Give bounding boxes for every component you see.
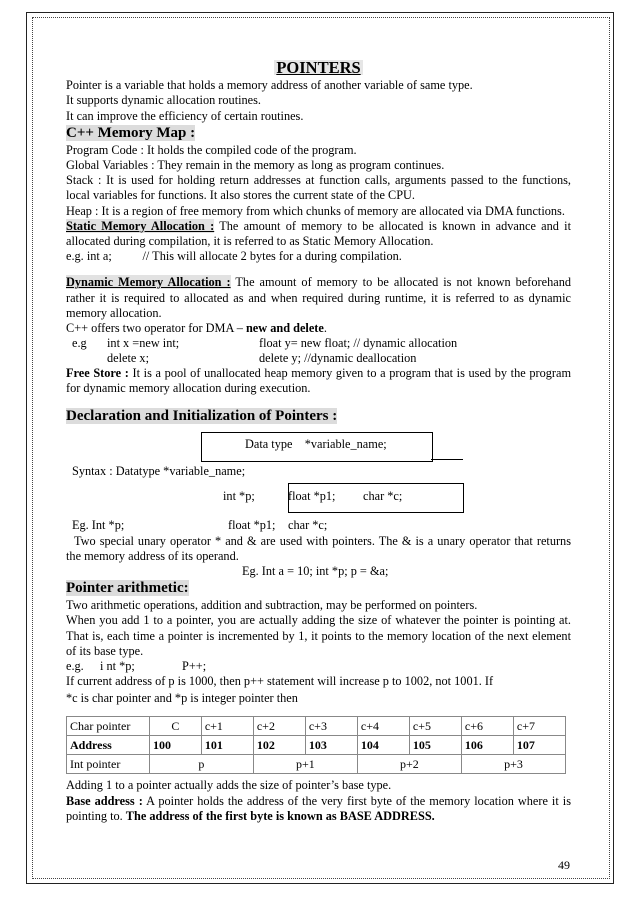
pointer-table	[66, 716, 566, 774]
dma-example-row-new: e.g int x =new int; float y= new float; // dynamic allocation	[72, 336, 458, 351]
pointer-arithmetic-heading: Pointer arithmetic:	[66, 580, 189, 597]
static-alloc-paragraph: Static Memory Allocation : The amount of memory to be allocated is known in advance and it allocated during compilation, it is referred to as Static Memory Allocation.	[66, 218, 571, 249]
page-number: 49	[558, 858, 570, 872]
after-table-line: Adding 1 to a pointer actually adds the size of pointer’s base type.	[66, 778, 392, 793]
heap-line: Heap : It is a region of free memory from which chunks of memory are allocated via DMA functions.	[66, 203, 565, 218]
static-alloc-label: Static Memory Allocation :	[66, 218, 215, 233]
unary-operators-paragraph: Two special unary operator * and & are used with pointers. The & is a unary operator that returns the memory address of its operand.	[66, 533, 571, 563]
page-title: POINTERS	[276, 58, 361, 77]
table-row: Address 100 101 102 103 104 105 106 107	[67, 736, 566, 755]
unary-operators-example: Eg. Int a = 10; int *p; p = &a;	[242, 564, 389, 579]
table-row: Int pointer p p+1 p+2 p+3	[67, 755, 566, 774]
static-alloc-example: e.g. int a; // This will allocate 2 bytes for a during compilation.	[66, 249, 402, 264]
dynamic-alloc-paragraph: Dynamic Memory Allocation : The amount of memory to be allocated is not known beforehand rather it is required to allocated as and when required during runtime, it is referred to as dynamic memory allocation.	[66, 275, 571, 320]
intro-line: It can improve the efficiency of certain routines.	[66, 108, 304, 123]
intro-line: It supports dynamic allocation routines.	[66, 93, 262, 108]
table-row: Char pointer C c+1 c+2 c+3 c+4 c+5 c+6 c+7	[67, 717, 566, 736]
page-content: POINTERS Pointer is a variable that holds a memory address of another variable of same type. It supports dynamic allocation routines. It can improve the efficiency of certain routines. C++ Memory Map : Program Code : It holds the compiled code of the program. Global Variables : They remain in the memory as long as program continues. Stack : It is used for holding return addresses at function calls, arguments passed to the functions, local variables for functions. It also stores the current state of the CPU. Heap : It is a region of free memory from which chunks of memory are allocated via DMA functions. Static Memory Allocation : The amount of memory to be allocated is known in advance and it allocated during compilation, it is referred to as Static Memory Allocation. e.g. int a; // This will allocate 2 bytes for a during compilation. Dynamic Memory Allocation : The amount of memory to be allocated is not known beforehand rather it is required to allocated as and when required during runtime, it is referred to as dynamic memory allocation. C++ offers two operator for DMA – new and delete. e.g int x =new int; float y= new float; // dynamic allocation delete x; delete y; //dynamic deallocation Free Store : It is a pool of unallocated heap memory given to a program that is used by the program for dynamic memory allocation during execution. Declaration and Initialization of Pointers : Data type *variable_name; Syntax : Datatype *variable_name; int *p; float *p1; char *c; Eg. Int *p; float *p1; char *c; Two special unary operator * and & are used with pointers. The & is a unary operator that returns the memory address of its operand. Eg. Int a = 10; int *p; p = &a; Pointer arithmetic: Two arithmetic operations, addition and subtraction, may be performed on pointers. When you add 1 to a pointer, you are actually adding the size of whatever the pointer is pointing at. That is, each time a pointer is incremented by 1, it points to the memory location of the next element of its base type. e.g. i nt *p; P++; If current address of p is 1000, then p++ statement will increase p to 1002, not 1001. If *c is char pointer and *p is integer pointer then Char pointer C c+1 c+2 c+3 c+4 c+5 c+6 c+7 Address 100 101 102 103 104 105 106 107 Int pointer p p+1 p+2 p+3 Adding 1 to a pointer actually adds the size of pointer’s base type. Base address : A pointer holds the address of the very first byte of the memory location where it is pointing to. The address of the first byte is known as BASE ADDRESS.	[66, 58, 572, 823]
base-address-label: Base address :	[66, 793, 143, 808]
dynamic-alloc-label: Dynamic Memory Allocation :	[66, 275, 231, 290]
dma-operators-line: C++ offers two operator for DMA – new and delete.	[66, 321, 327, 336]
arithmetic-example: e.g. i nt *p; P++;	[66, 659, 207, 674]
dma-example-row-delete: delete x; delete y; //dynamic deallocation	[107, 351, 417, 366]
base-address-paragraph: Base address : A pointer holds the address of the very first byte of the memory location where it is pointing to. The address of the first byte is known as BASE ADDRESS.	[66, 793, 571, 823]
free-store-label: Free Store :	[66, 366, 129, 381]
program-code-line: Program Code : It holds the compiled code of the program.	[66, 142, 357, 157]
declaration-heading: Declaration and Initialization of Pointers :	[66, 407, 338, 424]
global-vars-line: Global Variables : They remain in the memory as long as program continues.	[66, 158, 445, 173]
stack-line: Stack : It is used for holding return addresses at function calls, arguments passed to the functions, local variables for functions. It also stores the current state of the CPU.	[66, 173, 571, 203]
free-store-paragraph: Free Store : It is a pool of unallocated heap memory given to a program that is used by the program for dynamic memory allocation during execution.	[66, 366, 572, 396]
intro-line: Pointer is a variable that holds a memory address of another variable of same type.	[66, 78, 473, 93]
syntax-box-text: Data type *variable_name;	[245, 436, 387, 451]
memory-map-heading: C++ Memory Map :	[66, 124, 196, 141]
syntax-line: Syntax : Datatype *variable_name;	[72, 463, 246, 478]
syntax-block: Data type *variable_name; Syntax : Datatype *variable_name; int *p; float *p1; char *c; Eg. Int *p; float *p1; char *c;	[66, 426, 571, 534]
